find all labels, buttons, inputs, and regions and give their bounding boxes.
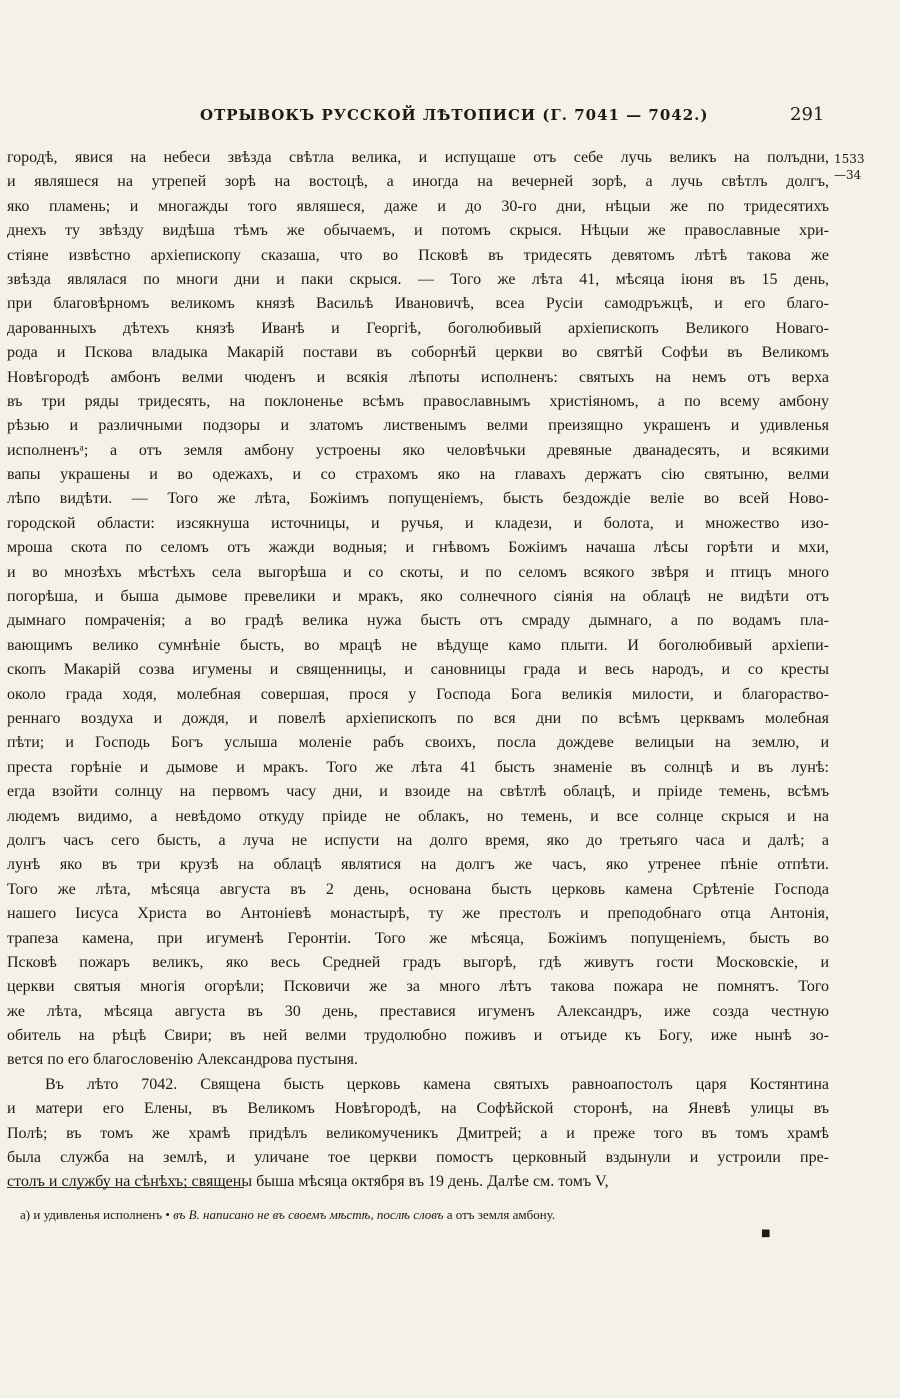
footnote-note: въ В. написано не въ своемъ мѣстѣ, послѣ словъ: [173, 1207, 444, 1222]
text-line: городской области: изсякнуша источницы, и ручья, и кладези, и болота, и множество изо-: [7, 514, 829, 532]
text-line: исполненъᵃ; а отъ земля амбону устроены яко человѣчьки древяные дванадесять, и всякими: [7, 441, 829, 459]
text-line: обитель на рѣцѣ Свири; въ ней велми трудолюбно поживъ и отъиде къ Богу, иже нынѣ зо-: [7, 1027, 829, 1045]
text-line: Псковѣ пожаръ великъ, яко весь Средней градъ выгорѣ, гдѣ живутъ гости Московскіе, и: [7, 953, 829, 971]
text-line: вапы украшены и во одежахъ, и со страхомъ яко на главахъ держатъ сію святыню, велми: [7, 466, 829, 484]
margin-year: 1533: [834, 152, 865, 166]
text-line: трапеза камена, при игуменѣ Геронтіи. Того же мѣсяца, Божіимъ попущеніемъ, бысть во: [7, 929, 829, 947]
text-line: при благовѣрномъ великомъ князѣ Васильѣ Ивановичѣ, всеа Русіи самодръжцѣ, и его благо-: [7, 295, 829, 313]
margin-year-end: —34: [834, 168, 862, 182]
text-line: была служба на землѣ, и уличане тое церкви помостъ церковный вздынули и устроили пре-: [7, 1149, 829, 1167]
text-line: Того же лѣта, мѣсяца августа въ 2 день, основана бысть церковь камена Срѣтеніе Господа: [7, 880, 829, 898]
text-line: церкви святыя многія огорѣли; Псковичи же за много лѣтъ такова пожара не помнятъ. Того: [7, 978, 829, 996]
text-line: въ три ряды тридесять, на поклоненье всѣмъ православнымъ христіяномъ, а по всему амбону: [7, 392, 829, 410]
text-line: рода и Пскова владыка Макарій постави въ соборнѣй церкви во святѣй Софѣи въ Великомъ: [7, 344, 829, 362]
ornament-dot: ■: [761, 1228, 771, 1239]
text-line: рѣзью и различными подзоры и златомъ лиственымъ велми преизящно украшенъ и удивленья: [7, 417, 829, 435]
text-line: столъ и службу на сѣнѣхъ; священы быша мѣсяца октября въ 19 день. Далѣе см. томъ V,: [7, 1173, 609, 1191]
page-number: 291: [790, 104, 825, 125]
text-line: Полѣ; въ томъ же храмѣ придѣлъ великомученикъ Дмитрей; а и преже того въ томъ храмѣ: [7, 1124, 829, 1142]
footnote-mark: а): [20, 1207, 31, 1222]
text-line: мроша скота по селомъ отъ жажди водныя; и гнѣвомъ Божіимъ начаша лѣсы горѣти и мхи,: [7, 539, 829, 557]
text-line: дарованныхъ дѣтехъ князѣ Иванѣ и Георгіѣ, боголюбивый архіепископъ Великого Новаго-: [7, 319, 829, 337]
text-line: преста горѣніе и дымове и мракъ. Того же лѣта 41 бысть знаменіе въ солнцѣ и въ лунѣ:: [7, 758, 829, 776]
text-line: стіяне извѣстно архіепископу сказаша, что во Псковѣ въ тридесять девятомъ лѣтѣ такова же: [7, 246, 829, 264]
text-line: городѣ, явися на небеси звѣзда свѣтла велика, и испущаше отъ себе лучь великъ на полъдни,: [7, 149, 829, 166]
text-line: около града ходя, молебная совершая, прося у Господа Бога великія милости, и благораство-: [7, 685, 829, 703]
text-line: лунѣ яко въ три крузѣ на облацѣ являтися на долгъ же часъ, яко утренее пѣніе отпѣти.: [7, 856, 829, 874]
footnote-rule: [7, 1187, 244, 1188]
text-line: егда взойти солнцу на первомъ часу дни, и взоиде на свѣтлѣ облацѣ, и пріиде темень, всѣмъ: [7, 783, 829, 801]
footnote-quote-2: а отъ земля амбону.: [446, 1207, 556, 1222]
text-line: и матери его Елены, въ Великомъ Новѣгородѣ, на Софѣйской сторонѣ, на Яневѣ улицы въ: [7, 1100, 829, 1118]
text-line: Въ лѣто 7042. Священа бысть церковь камена святыхъ равноапостолъ царя Костянтина: [45, 1075, 829, 1093]
text-line: дымнаго помраченія; а во градѣ велика нужа бысть отъ смраду дымнаго, а по водамъ пла-: [7, 612, 829, 630]
text-line: Новѣгородѣ амбонъ велми чюденъ и всякія лѣпоты исполненъ: святыхъ на немъ отъ верха: [7, 368, 829, 386]
footnote-quote: и удивленья исполненъ: [33, 1207, 163, 1222]
text-line: и являшеся на утрепей зорѣ на востоцѣ, а иногда на вечерней зорѣ, а лучь свѣтлъ долгъ,: [7, 173, 829, 191]
text-line: звѣзда являлася по многи дни и паки скрыся. — Того же лѣта 41, мѣсяца іюня въ 15 день,: [7, 270, 829, 288]
text-line: людемъ видимо, а невѣдомо откуду пріиде не облакъ, но темень, и все солнце скрыся и на: [7, 807, 829, 825]
text-line: же лѣта, мѣсяца августа въ 30 день, преставися игуменъ Александръ, иже созда честную: [7, 1002, 829, 1020]
text-line: и во мнозѣхъ мѣстѣхъ села выгорѣша и со скоты, и по селомъ всякого звѣря и птицъ много: [7, 563, 829, 581]
text-line: пѣти; и Господь Богъ услыша моленіе рабъ своихъ, посла дождеве велицыи на землю, и: [7, 734, 829, 752]
text-line: скопъ Макарій созва игумены и священницы, и сановницы града и весь народъ, и со кресты: [7, 661, 829, 679]
running-header: ОТРЫВОКЪ РУССКОЙ ЛѢТОПИСИ (Г. 7041 — 7042.): [200, 106, 709, 124]
footnote: а) и удивленья исполненъ • въ В. написано не въ своемъ мѣстѣ, послѣ словъ а отъ земля амбону.: [20, 1207, 556, 1222]
text-line: днехъ ту звѣзду видѣша тѣмъ же обычаемъ, и потомъ скрыся. Нѣцыи же православные хри-: [7, 222, 829, 240]
text-line: долгъ часъ сего бысть, а луча не испусти на долго время, яко до третьяго часа и далѣ; а: [7, 831, 829, 849]
text-line: реннаго воздуха и дождя, и повелѣ архіепископъ по вся дни по всѣмъ церквамъ молебная: [7, 709, 829, 727]
text-line: вется по его благословенію Александрова пустыня.: [7, 1051, 358, 1069]
text-line: вающимъ велико сумнѣніе бысть, во мрацѣ не вѣдуще камо плыти. И боголюбивый архіепи-: [7, 636, 829, 654]
text-line: лѣпо видѣти. — Того же лѣта, Божіимъ попущеніемъ, бысть бездождіе веліе во всей Ново-: [7, 490, 829, 508]
text-line: яко пламень; и многажды того являшеся, даже и до 30-го дни, нѣцыи же по тридесятихъ: [7, 197, 829, 215]
text-line: нашего Іисуса Христа во Антоніевѣ монастырѣ, ту же престолъ и преподобнаго отца Антонія,: [7, 905, 829, 923]
chronicle-text: [7, 146, 829, 1195]
text-line: погорѣша, и быша дымове превелики и мракъ, яко солнечного сіянія на облацѣ не видѣти отъ: [7, 588, 829, 606]
